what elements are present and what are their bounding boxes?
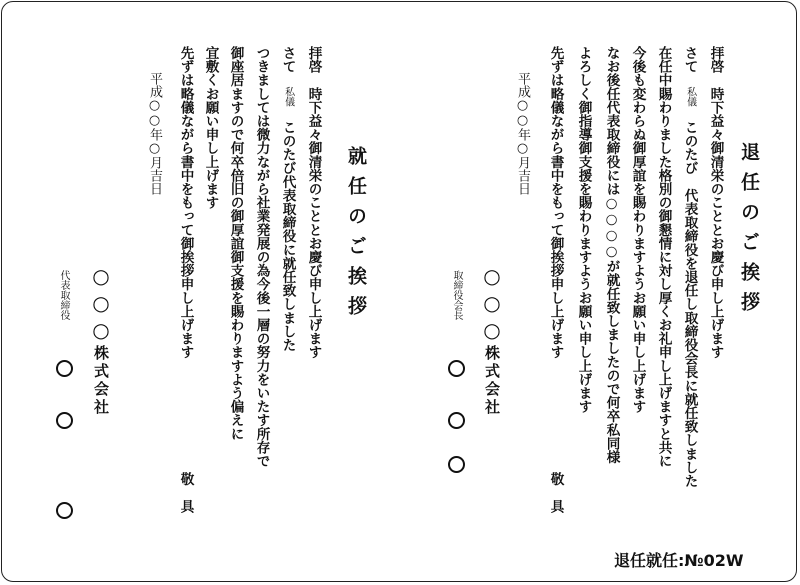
retirement-title: 退任のご挨拶 [738, 142, 760, 322]
appointment-closing: 敬具 [177, 472, 194, 528]
retirement-line-4: 今後も変わらぬ御厚誼を賜わりますようお願い申し上げます [629, 46, 646, 414]
appointment-company: ○○○株式会社 [89, 264, 113, 417]
appointment-line-5: 宜敷くお願い申し上げます [202, 46, 219, 210]
appointment-line-6: 先ずは略儀ながら書中をもって御挨拶申し上げます [177, 46, 194, 359]
retirement-line-1: 拝啓 時下益々御清栄のこととお慶び申し上げます [707, 46, 724, 359]
name-placeholder-circle [56, 360, 73, 377]
appointment-line-1: 拝啓 時下益々御清栄のこととお慶び申し上げます [305, 46, 322, 359]
product-code: 退任就任:№02W [614, 551, 744, 570]
retirement-position: 取締役会長 [451, 270, 462, 320]
retirement-line-5: なお後任代表取締役には○○○○が就任致しましたので何卒私同様 [603, 46, 620, 464]
name-placeholder-circle [56, 502, 73, 519]
name-placeholder-circle [448, 360, 465, 377]
greeting-card [1, 1, 797, 582]
appointment-line-3: つきましては微力ながら社業発展の為今後一層の努力をいたす所存で [253, 46, 270, 468]
appointment-position: 代表取締役 [58, 270, 69, 320]
appointment-line-2: さて 私儀 このたび代表取締役に就任致しました [279, 46, 296, 352]
appointment-date: 平成○○年○月吉日 [147, 72, 162, 195]
name-placeholder-circle [56, 412, 73, 429]
retirement-line-6: よろしく御指導御支援を賜わりますようお願い申し上げます [575, 46, 592, 414]
retirement-date: 平成○○年○月吉日 [515, 72, 530, 195]
retirement-line-7: 先ずは略儀ながら書中をもって御挨拶申し上げます [547, 46, 564, 359]
name-placeholder-circle [448, 412, 465, 429]
retirement-line-3: 在任中賜わりました格別の御懇情に対し厚くお礼申し上げますと共に [655, 46, 672, 468]
appointment-line-4: 御座居ますので何卒倍旧の御厚誼御支援を賜わりますよう偏えに [227, 46, 244, 441]
appointment-title: 就任のご挨拶 [345, 146, 367, 326]
name-placeholder-circle [448, 456, 465, 473]
retirement-line-2: さて 私儀 このたび 代表取締役を退任し取締役会長に就任致しました [681, 46, 698, 488]
retirement-company: ○○○株式会社 [480, 264, 504, 417]
retirement-closing: 敬具 [547, 472, 564, 528]
